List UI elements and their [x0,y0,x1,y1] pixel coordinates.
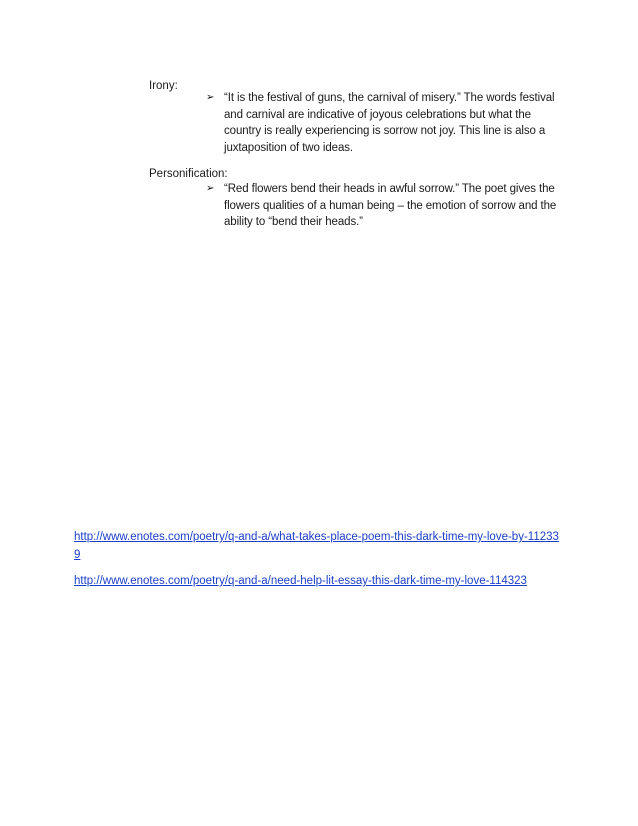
personification-bullet-item [206,181,566,231]
arrow-bullet-icon: ➢ [206,183,215,194]
irony-bullet-text: “It is the festival of guns, the carnival of misery.” The words festival and carnival are indicative of joyous celebrations but what the country is really experiencing is sorrow not joy. This line is also a juxtaposition of two ideas. [224,92,555,154]
reference-links [74,528,564,598]
personification-bullet-text: “Red flowers bend their heads in awful sorrow.” The poet gives the flowers qualities of a human being – the emotion of sorrow and the ability to “bend their heads.” [224,183,557,228]
reference-link-1[interactable]: http://www.enotes.com/poetry/q-and-a/what-takes-place-poem-this-dark-time-my-love-by-112339 [74,531,559,561]
personification-heading: Personification: [149,168,228,180]
irony-heading: Irony: [149,80,178,92]
reference-link-2[interactable]: http://www.enotes.com/poetry/q-and-a/need-help-lit-essay-this-dark-time-my-love-114323 [74,575,527,587]
irony-bullet-item [206,90,566,156]
arrow-bullet-icon: ➢ [206,92,215,103]
